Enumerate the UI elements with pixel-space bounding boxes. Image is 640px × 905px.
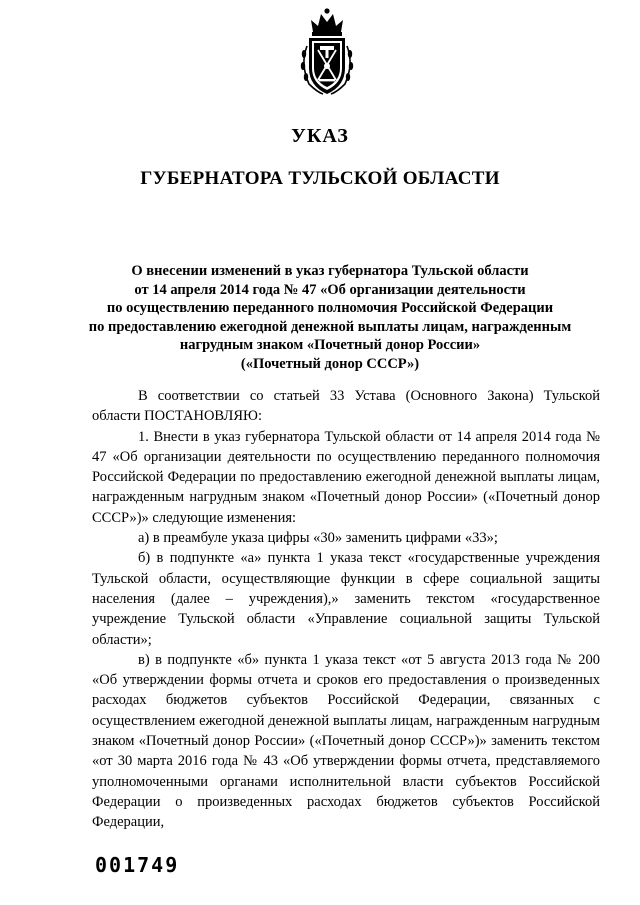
heading-line: от 14 апреля 2014 года № 47 «Об организации деятельности — [134, 281, 526, 298]
document-serial-number: 001749 — [95, 853, 180, 877]
heading-line: по предоставлению ежегодной денежной выплаты лицам, награжденным — [88, 318, 572, 335]
heading-line: нагрудным знаком «Почетный донор России» — [179, 337, 481, 354]
body-paragraph: в) в подпункте «б» пункта 1 указа текст «от 5 августа 2013 года № 200 «Об утверждении формы отчета и сроков его предоставления о произведенных расходах бюджетов субъектов Российской Федерации, связанных с осуществлением ежегодной денежной выплаты лицам, награжденным нагрудным знаком «Почетный донор России» («Почетный донор СССР»)» заменить текстом «от 30 марта 2016 года № 43 «Об утверждении формы отчета, представляемого уполномоченными органами исполнительной власти субъектов Российской Федерации о произведенных расходах бюджетов субъектов Российской Федерации, — [92, 651, 600, 831]
body-paragraph: а) в преамбуле указа цифры «30» заменить цифрами «33»; — [138, 530, 498, 547]
body-paragraph: В соответствии со статьей 33 Устава (Основного Закона) Тульской области ПОСТАНОВЛЯЮ: — [92, 388, 600, 425]
document-title: УКАЗ — [291, 125, 349, 147]
document-heading — [60, 262, 600, 374]
body-paragraph: б) в подпункте «а» пункта 1 указа текст «государственные учреждения Тульской области, осуществляющие функции в сфере социальной защиты населения (далее – учреждения),» заменить текстом «государственное учреждение Тульской области «Управление социальной защиты Тульской области»; — [92, 550, 600, 648]
heading-line: («Почетный донор СССР») — [240, 355, 420, 372]
coat-of-arms-icon — [299, 6, 355, 96]
body-paragraph: 1. Внести в указ губернатора Тульской области от 14 апреля 2014 года № 47 «Об организации деятельности по осуществлению переданного полномочия Российской Федерации по предоставлению ежегодной денежной выплаты лицам, награжденным нагрудным знаком «Почетный донор России» («Почетный донор СССР»)» следующие изменения: — [92, 428, 600, 526]
document-authority: ГУБЕРНАТОРА ТУЛЬСКОЙ ОБЛАСТИ — [140, 168, 500, 189]
document-body — [92, 386, 600, 833]
heading-line: по осуществлению переданного полномочия Российской Федерации — [106, 300, 554, 317]
heading-line: О внесении изменений в указ губернатора Тульской области — [131, 263, 529, 279]
